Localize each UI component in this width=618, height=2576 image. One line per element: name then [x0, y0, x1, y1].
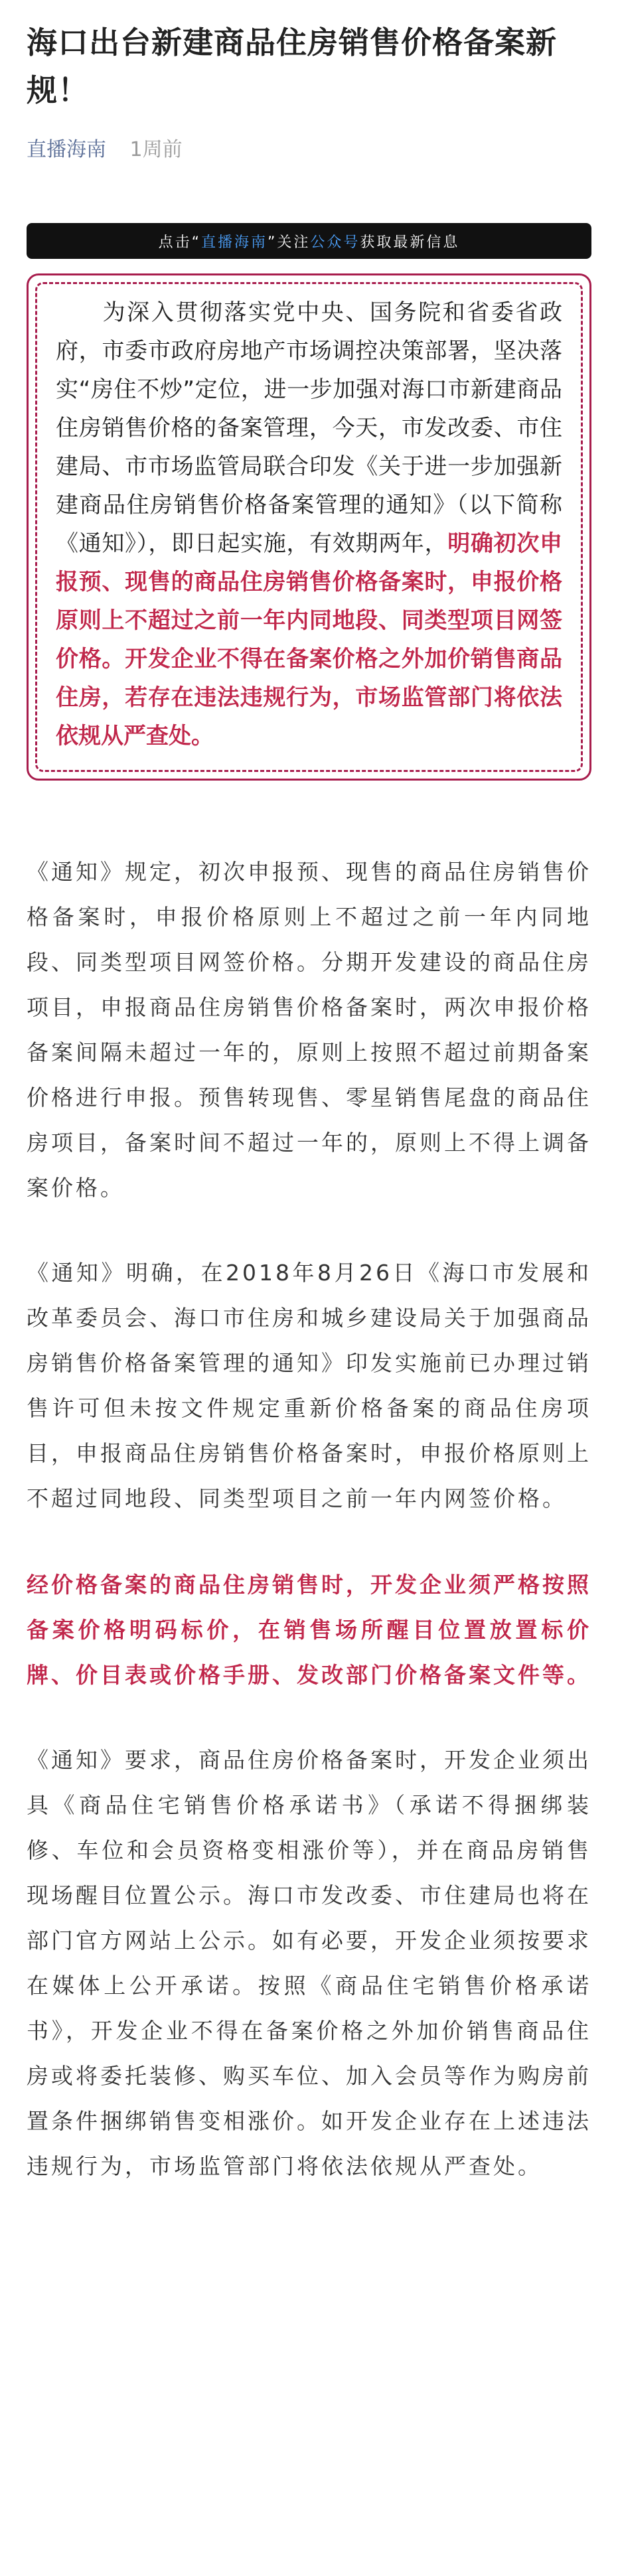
- banner-account[interactable]: 直播海南: [200, 234, 268, 251]
- follow-banner[interactable]: [27, 223, 591, 259]
- banner-highlight[interactable]: 公众号: [310, 234, 360, 251]
- paragraph-3: 经价格备案的商品住房销售时，开发企业须严格按照备案价格明码标价，在销售场所醒目位置放置标价牌、价目表或价格手册、发改部门价格备案文件等。: [27, 1572, 591, 1688]
- banner-middle: ”关注: [267, 234, 311, 251]
- notice-highlight: 明确初次申报预、现售的商品住房销售价格备案时，申报价格原则上不超过之前一年内同地段、同类型项目网签价格。开发企业不得在备案价格之外加价销售商品住房，若存在违法违规行为，市场监管部门将依法依规从严查处。: [56, 530, 563, 749]
- notice-box: [27, 273, 591, 781]
- article-title: 海口出台新建商品住房销售价格备案新规！: [27, 25, 557, 108]
- article-meta: [27, 137, 591, 163]
- notice-text: 为深入贯彻落实党中央、国务院和省委省政府，市委市政府房地产市场调控决策部署，坚决落实“房住不炒”定位，进一步加强对海口市新建商品住房销售价格的备案管理，今天，市发改委、市住建局、市市场监管局联合印发《关于进一步加强新建商品住房销售价格备案管理的通知》（以下简称《通知》），即日起实施，有效期两年，: [56, 299, 562, 557]
- source-link[interactable]: 直播海南: [27, 138, 106, 161]
- paragraph-4: 《通知》要求，商品住房价格备案时，开发企业须出具《商品住宅销售价格承诺书》（承诺不得捆绑装修、车位和会员资格变相涨价等），并在商品房销售现场醒目位置公示。海口市发改委、市住建局也将在部门官方网站上公示。如有必要，开发企业须按要求在媒体上公开承诺。按照《商品住宅销售价格承诺书》，开发企业不得在备案价格之外加价销售商品住房或将委托装修、购买车位、加入会员等作为购房前置条件捆绑销售变相涨价。如开发企业存在上述违法违规行为，市场监管部门将依法依规从严查处。: [27, 1747, 591, 2179]
- paragraph-2: 《通知》明确，在2018年8月26日《海口市发展和改革委员会、海口市住房和城乡建设局关于加强商品房销售价格备案管理的通知》印发实施前已办理过销售许可但未按文件规定重新价格备案的商品住房项目，申报商品住房销售价格备案时，申报价格原则上不超过同地段、同类型项目之前一年内网签价格。: [27, 1260, 591, 1511]
- paragraph-1: 《通知》规定，初次申报预、现售的商品住房销售价格备案时，申报价格原则上不超过之前一年内同地段、同类型项目网签价格。分期开发建设的商品住房项目，申报商品住房销售价格备案时，两次申报价格备案间隔未超过一年的，原则上按照不超过前期备案价格进行申报。预售转现售、零星销售尾盘的商品住房项目，备案时间不超过一年的，原则上不得上调备案价格。: [27, 859, 591, 1201]
- notice-content: [35, 282, 583, 772]
- article: [0, 19, 618, 2189]
- publish-time: 1周前: [129, 138, 183, 161]
- banner-suffix: 获取最新信息: [360, 234, 460, 251]
- banner-prefix: 点击“: [158, 234, 201, 251]
